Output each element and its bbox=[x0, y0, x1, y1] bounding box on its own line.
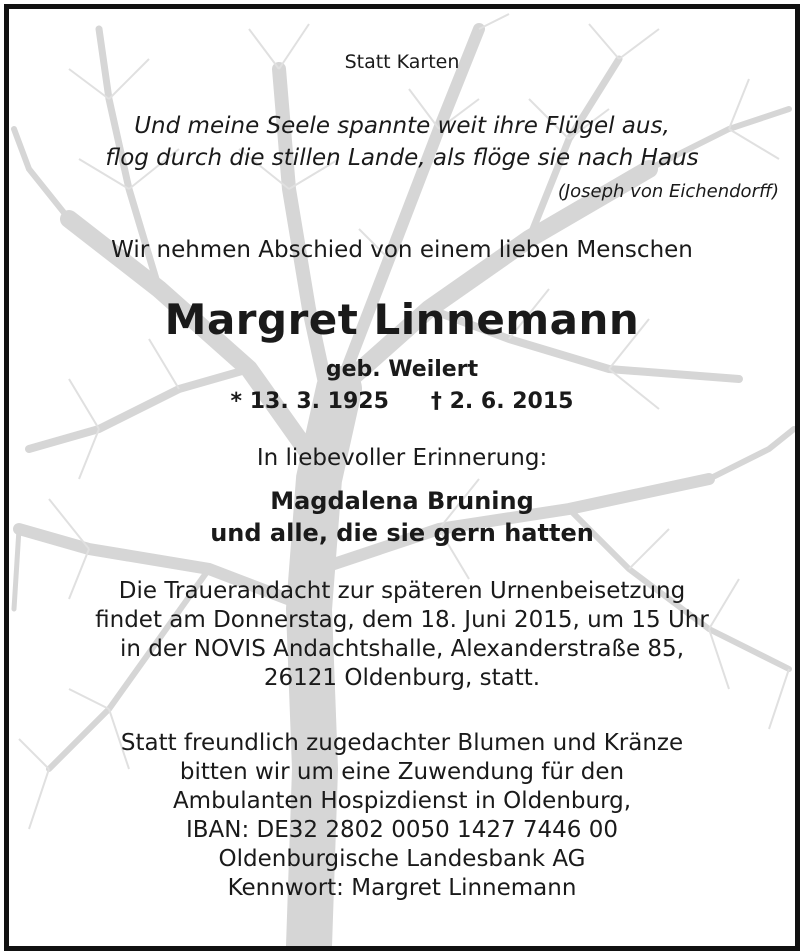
obituary-notice bbox=[4, 4, 800, 951]
donation-line: Ambulanten Hospizdienst in Oldenburg, bbox=[172, 788, 632, 814]
header-text: Statt Karten bbox=[344, 51, 460, 73]
birth-date: * 13. 3. 1925 bbox=[230, 389, 389, 414]
mourner-line: und alle, die sie gern hatten bbox=[210, 519, 594, 547]
death-date: † 2. 6. 2015 bbox=[430, 389, 574, 414]
life-dates bbox=[9, 389, 795, 414]
quote-line: Und meine Seele spannte weit ihre Flügel aus, bbox=[134, 113, 670, 139]
maiden-name: geb. Weilert bbox=[325, 357, 479, 382]
intro-text: Wir nehmen Abschied von einem lieben Menschen bbox=[111, 237, 693, 263]
mourner-line: Magdalena Bruning bbox=[270, 487, 534, 515]
service-line: 26121 Oldenburg, statt. bbox=[263, 665, 541, 691]
keyword-line: Kennwort: Margret Linnemann bbox=[227, 875, 577, 901]
service-line: findet am Donnerstag, dem 18. Juni 2015, um 15 Uhr bbox=[95, 607, 709, 633]
service-line: in der NOVIS Andachtshalle, Alexanderstraße 85, bbox=[119, 636, 685, 662]
donation-line: Statt freundlich zugedachter Blumen und Kränze bbox=[120, 730, 684, 756]
bank-line: Oldenburgische Landesbank AG bbox=[218, 846, 586, 872]
donation-line: bitten wir um eine Zuwendung für den bbox=[179, 759, 625, 785]
service-line: Die Trauerandacht zur späteren Urnenbeisetzung bbox=[118, 578, 686, 604]
iban-line: IBAN: DE32 2802 0050 1427 7446 00 bbox=[185, 817, 619, 843]
quote-author: (Joseph von Eichendorff) bbox=[557, 181, 779, 202]
memory-line: In liebevoller Erinnerung: bbox=[256, 445, 548, 471]
quote-line: flog durch die stillen Lande, als flöge sie nach Haus bbox=[105, 145, 699, 171]
deceased-name: Margret Linnemann bbox=[164, 295, 640, 344]
